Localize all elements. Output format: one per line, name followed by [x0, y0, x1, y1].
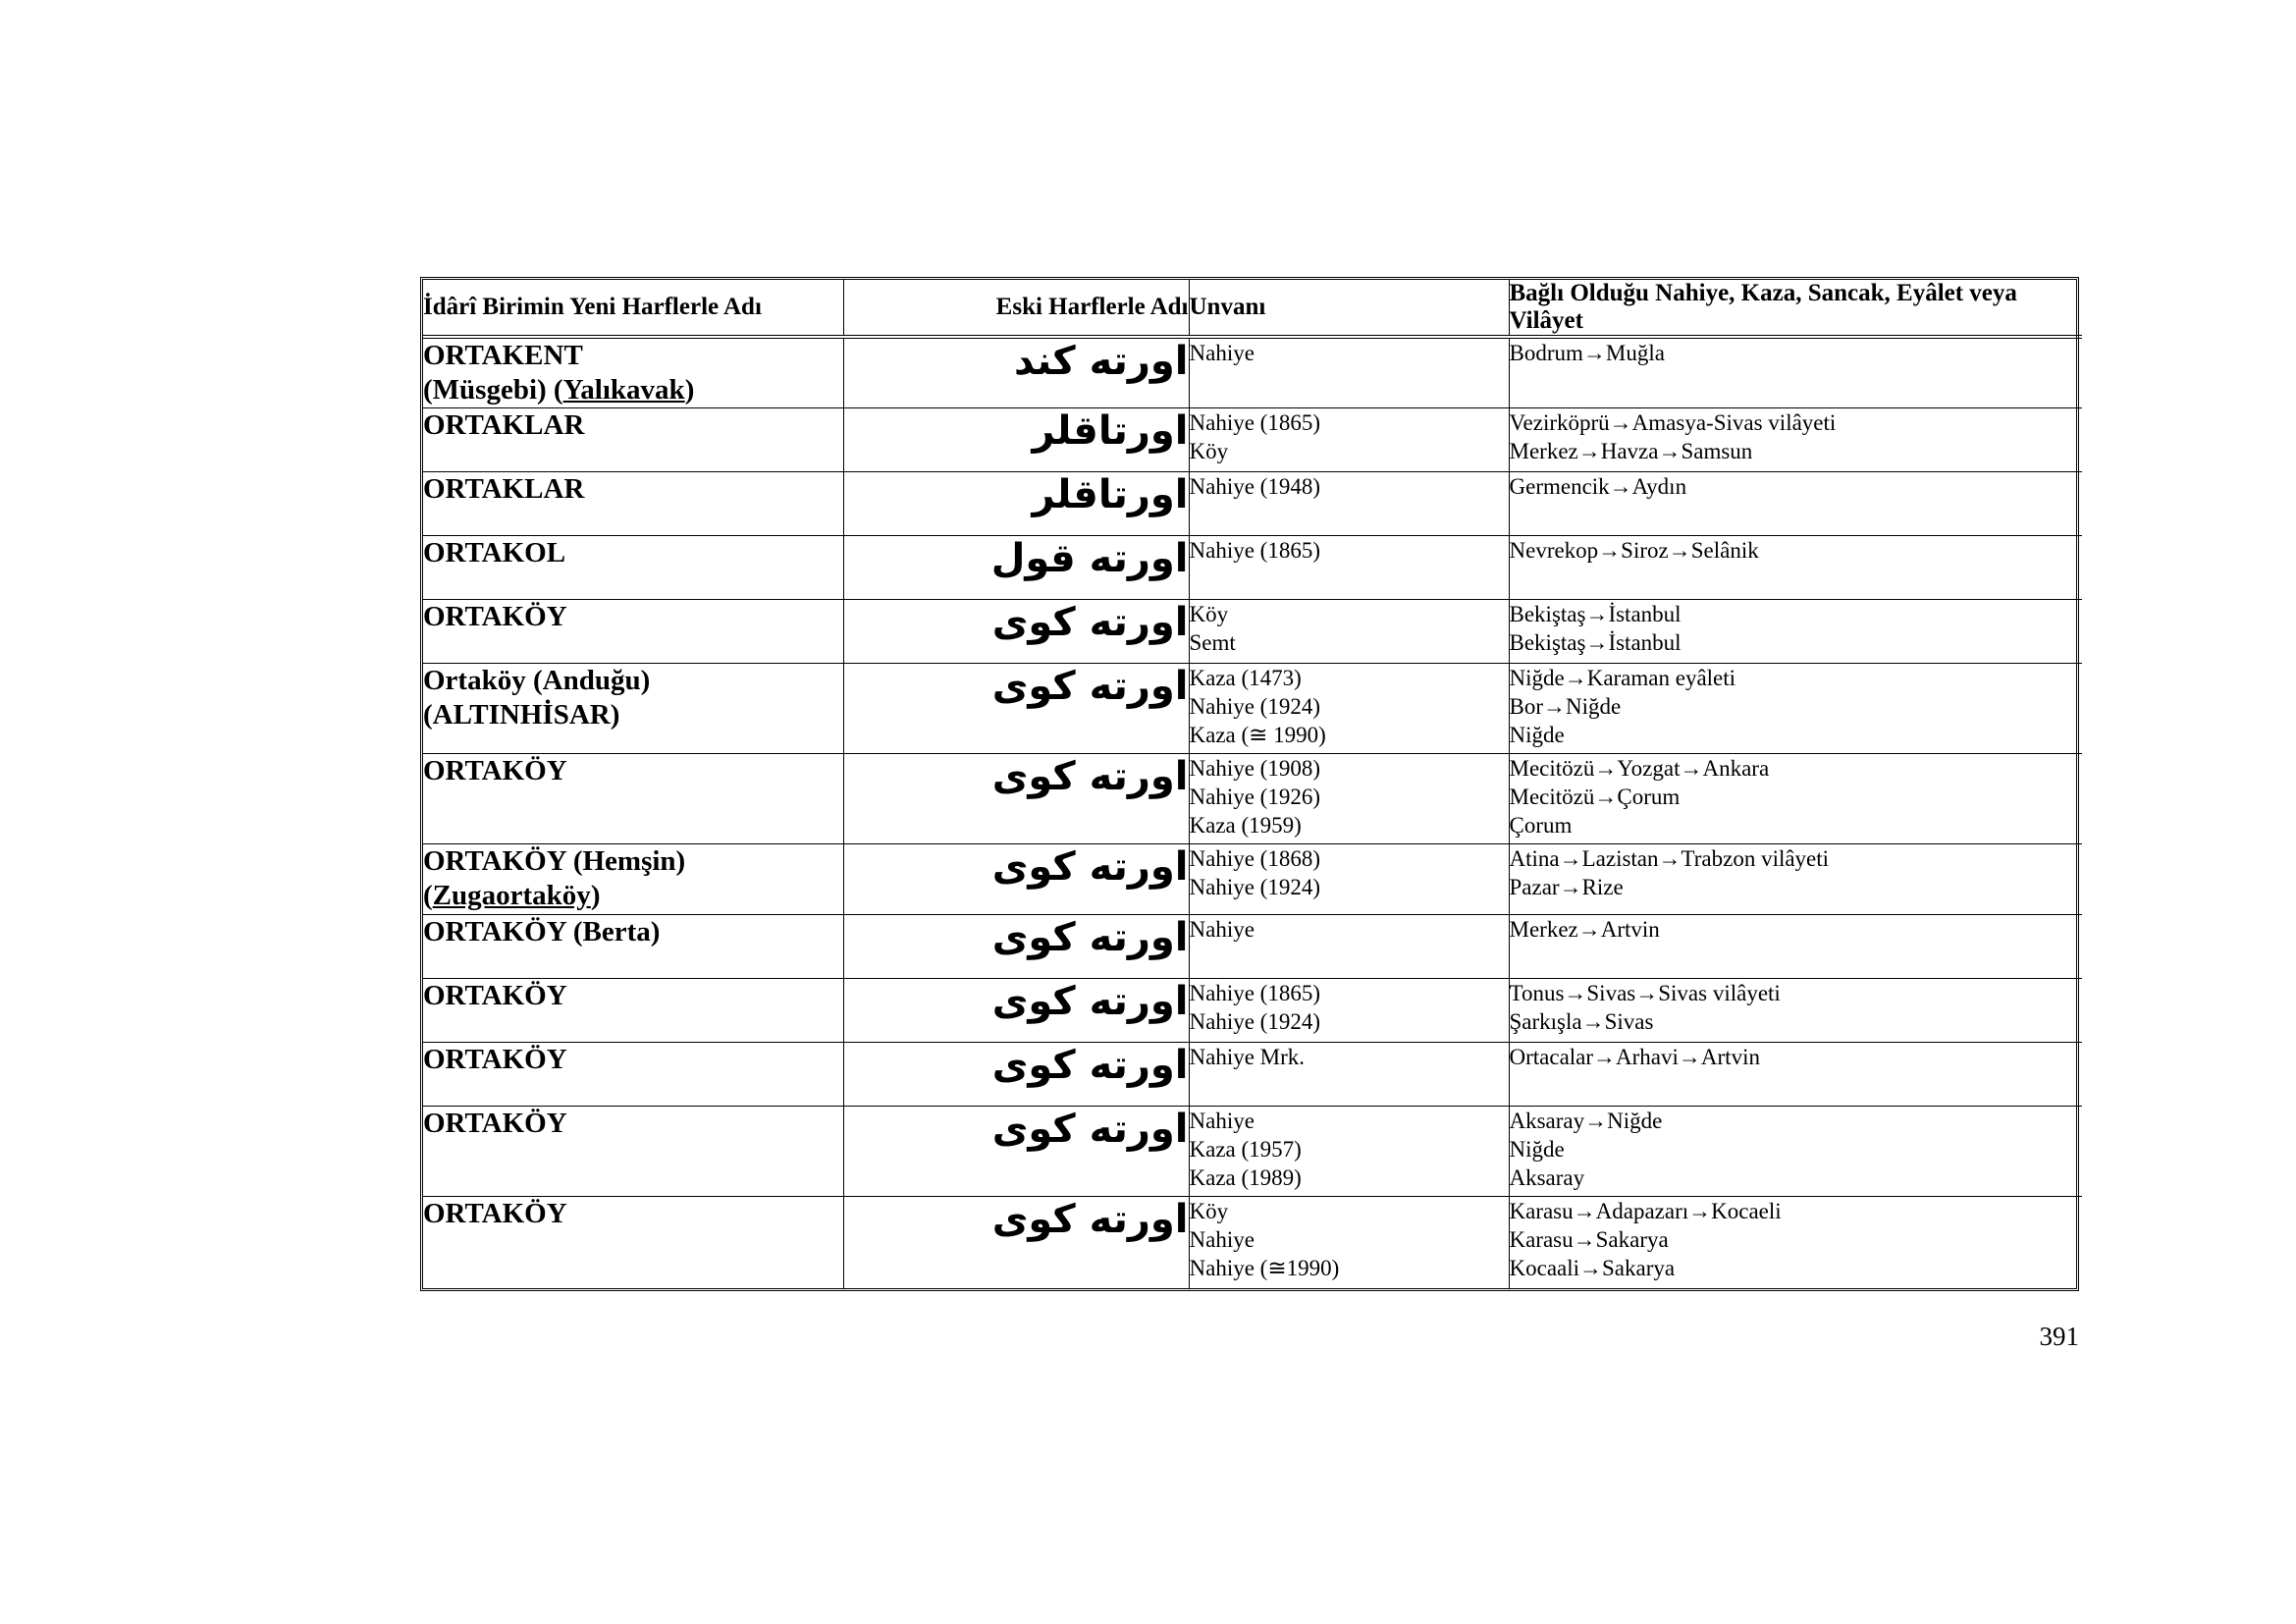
unit-name-cell — [423, 1107, 843, 1197]
table-row — [423, 915, 2082, 979]
administrative-units-table — [423, 280, 2082, 1288]
unit-name-segment: ORTAKOL — [423, 537, 566, 568]
unit-name-line — [423, 339, 843, 373]
unit-title-cell — [1189, 1197, 1509, 1288]
unit-name-cell — [423, 979, 843, 1043]
unit-title-cell — [1189, 754, 1509, 844]
parent-unit-cell — [1509, 979, 2082, 1043]
unit-title-cell — [1189, 408, 1509, 472]
table-row — [423, 337, 2082, 408]
unit-title-line: Köy — [1189, 439, 1229, 463]
table-row — [423, 664, 2082, 754]
ottoman-name-cell: اورته كوى — [843, 915, 1189, 979]
unit-name-segment: ( — [423, 880, 433, 911]
unit-name-line — [423, 979, 843, 1013]
parent-unit-line: Bekiştaş→İstanbul — [1509, 602, 1682, 626]
unit-title-cell — [1189, 915, 1509, 979]
unit-name-cell — [423, 408, 843, 472]
parent-unit-line: Pazar→Rize — [1509, 875, 1624, 899]
unit-name-line — [423, 879, 843, 913]
unit-name-cell — [423, 1197, 843, 1288]
table-row — [423, 408, 2082, 472]
parent-unit-cell — [1509, 844, 2082, 915]
parent-unit-line: Bodrum→Muğla — [1509, 341, 1665, 365]
unit-name-line — [423, 754, 843, 788]
table-row — [423, 600, 2082, 664]
unit-title-cell — [1189, 600, 1509, 664]
table-row — [423, 536, 2082, 600]
unit-name-cell — [423, 337, 843, 408]
parent-unit-line: Germencik→Aydın — [1509, 474, 1687, 499]
unit-name-segment: ORTAKÖY (Berta) — [423, 916, 661, 947]
ottoman-name-cell: اورته قول — [843, 536, 1189, 600]
unit-title-line: Nahiye (1924) — [1189, 694, 1320, 719]
unit-title-line: Nahiye (1924) — [1189, 1009, 1320, 1034]
unit-name-segment: (ALTINHİSAR) — [423, 699, 620, 731]
table-row — [423, 1043, 2082, 1107]
unit-name-segment: Ortaköy (Anduğu) — [423, 665, 651, 696]
unit-title-line: Nahiye — [1189, 1227, 1255, 1252]
gazetteer-table — [420, 277, 2079, 1291]
parent-unit-cell — [1509, 754, 2082, 844]
unit-name-segment: ORTAKENT — [423, 340, 583, 371]
parent-unit-line: Karasu→Adapazarı→Kocaeli — [1509, 1199, 1782, 1223]
unit-title-cell — [1189, 1107, 1509, 1197]
parent-unit-line: Vezirköprü→Amasya-Sivas vilâyeti — [1509, 410, 1837, 435]
table-body — [423, 337, 2082, 1288]
unit-title-cell — [1189, 979, 1509, 1043]
unit-name-segment: ORTAKÖY — [423, 1198, 567, 1229]
table-row — [423, 844, 2082, 915]
ottoman-name-cell: اورته كوى — [843, 1197, 1189, 1288]
unit-name-segment: ) — [684, 374, 695, 406]
parent-unit-line: Şarkışla→Sivas — [1509, 1009, 1654, 1034]
unit-title-line: Köy — [1189, 602, 1229, 626]
unit-title-line: Nahiye (1865) — [1189, 538, 1320, 563]
unit-name-cell — [423, 844, 843, 915]
unit-title-line: Köy — [1189, 1199, 1229, 1223]
unit-name-line — [423, 472, 843, 507]
unit-title-line: Nahiye (1948) — [1189, 474, 1320, 499]
unit-title-line: Nahiye (≅1990) — [1189, 1256, 1340, 1280]
unit-title-line: Kaza (≅ 1990) — [1189, 723, 1326, 747]
unit-title-line: Nahiye — [1189, 917, 1255, 942]
unit-name-line — [423, 408, 843, 443]
unit-name-segment: ORTAKÖY — [423, 755, 567, 786]
unit-name-segment: ORTAKÖY — [423, 1108, 567, 1139]
parent-unit-line: Aksaray — [1509, 1165, 1585, 1190]
parent-unit-cell — [1509, 1197, 2082, 1288]
unit-title-line: Nahiye (1908) — [1189, 756, 1320, 781]
header-title: Unvanı — [1189, 280, 1509, 337]
unit-title-line: Nahiye (1926) — [1189, 785, 1320, 809]
parent-unit-line: Niğde→Karaman eyâleti — [1509, 666, 1736, 690]
unit-name-segment: ORTAKÖY — [423, 601, 567, 632]
unit-title-cell — [1189, 664, 1509, 754]
unit-name-line — [423, 536, 843, 570]
unit-name-line — [423, 1197, 843, 1231]
ottoman-name-cell: اورته كند — [843, 337, 1189, 408]
unit-name-line — [423, 698, 843, 732]
unit-name-segment: (Müsgebi) ( — [423, 374, 563, 406]
header-old-script-name: Eski Harflerle Adı — [843, 280, 1189, 337]
unit-title-line: Kaza (1957) — [1189, 1137, 1302, 1162]
parent-unit-line: Ortacalar→Arhavi→Artvin — [1509, 1045, 1760, 1069]
parent-unit-cell — [1509, 337, 2082, 408]
page-number: 391 — [2039, 1322, 2079, 1351]
unit-title-cell — [1189, 844, 1509, 915]
ottoman-name-cell: اورته كوى — [843, 1107, 1189, 1197]
unit-title-line: Nahiye (1865) — [1189, 981, 1320, 1005]
unit-title-line: Nahiye — [1189, 1109, 1255, 1133]
unit-name-segment: ORTAKÖY — [423, 1044, 567, 1075]
unit-title-cell — [1189, 536, 1509, 600]
header-new-name: İdârî Birimin Yeni Harflerle Adı — [423, 280, 843, 337]
ottoman-name-cell: اورته كوى — [843, 664, 1189, 754]
parent-unit-line: Aksaray→Niğde — [1509, 1109, 1663, 1133]
unit-title-line: Nahiye (1868) — [1189, 846, 1320, 871]
unit-name-segment: ORTAKLAR — [423, 473, 585, 505]
unit-title-cell — [1189, 472, 1509, 536]
unit-name-line — [423, 664, 843, 698]
ottoman-name-cell: اورته كوى — [843, 1043, 1189, 1107]
unit-name-line — [423, 600, 843, 634]
parent-unit-line: Niğde — [1509, 1137, 1565, 1162]
parent-unit-cell — [1509, 1043, 2082, 1107]
unit-name-cell — [423, 600, 843, 664]
parent-unit-cell — [1509, 664, 2082, 754]
unit-name-line — [423, 844, 843, 879]
unit-name-cell — [423, 754, 843, 844]
parent-unit-line: Karasu→Sakarya — [1509, 1227, 1669, 1252]
unit-name-cell — [423, 664, 843, 754]
parent-unit-line: Kocaali→Sakarya — [1509, 1256, 1676, 1280]
unit-name-line — [423, 915, 843, 949]
unit-name-line — [423, 1107, 843, 1141]
unit-name-segment: ORTAKÖY (Hemşin) — [423, 845, 686, 877]
ottoman-name-cell: اورتاقلر — [843, 472, 1189, 536]
ottoman-name-cell: اورته كوى — [843, 600, 1189, 664]
parent-unit-line: Merkez→Havza→Samsun — [1509, 439, 1753, 463]
ottoman-name-cell: اورته كوى — [843, 979, 1189, 1043]
ottoman-name-cell: اورته كوى — [843, 844, 1189, 915]
unit-name-cell — [423, 915, 843, 979]
parent-unit-line: Merkez→Artvin — [1509, 917, 1660, 942]
unit-name-segment: ) — [590, 880, 601, 911]
parent-unit-cell — [1509, 1107, 2082, 1197]
table-row — [423, 979, 2082, 1043]
unit-title-line: Kaza (1989) — [1189, 1165, 1302, 1190]
parent-unit-line: Bekiştaş→İstanbul — [1509, 630, 1682, 655]
parent-unit-line: Atina→Lazistan→Trabzon vilâyeti — [1509, 846, 1830, 871]
ottoman-name-cell: اورتاقلر — [843, 408, 1189, 472]
parent-unit-line: Nevrekop→Siroz→Selânik — [1509, 538, 1759, 563]
unit-title-line: Nahiye (1865) — [1189, 410, 1320, 435]
ottoman-name-cell: اورته كوى — [843, 754, 1189, 844]
parent-unit-cell — [1509, 600, 2082, 664]
unit-name-line — [423, 1043, 843, 1077]
unit-name-cell — [423, 536, 843, 600]
parent-unit-cell — [1509, 915, 2082, 979]
unit-title-line: Nahiye (1924) — [1189, 875, 1320, 899]
header-parent-unit: Bağlı Olduğu Nahiye, Kaza, Sancak, Eyâlet veya Vilâyet — [1509, 280, 2082, 337]
unit-name-cell — [423, 1043, 843, 1107]
unit-name-underlined-segment: Yalıkavak — [562, 374, 685, 406]
parent-unit-line: Bor→Niğde — [1509, 694, 1622, 719]
unit-title-line: Kaza (1959) — [1189, 813, 1302, 838]
parent-unit-cell — [1509, 408, 2082, 472]
unit-name-line — [423, 373, 843, 407]
parent-unit-line: Mecitözü→Çorum — [1509, 785, 1681, 809]
table-row — [423, 1197, 2082, 1288]
unit-name-underlined-segment: Zugaortaköy — [432, 880, 591, 911]
table-header-row — [423, 280, 2082, 337]
unit-name-cell — [423, 472, 843, 536]
parent-unit-line: Çorum — [1509, 813, 1573, 838]
table-row — [423, 754, 2082, 844]
unit-name-segment: ORTAKÖY — [423, 980, 567, 1011]
unit-title-line: Semt — [1189, 630, 1236, 655]
table-row — [423, 1107, 2082, 1197]
unit-title-cell — [1189, 1043, 1509, 1107]
parent-unit-cell — [1509, 536, 2082, 600]
parent-unit-cell — [1509, 472, 2082, 536]
unit-title-line: Nahiye — [1189, 341, 1255, 365]
unit-title-line: Kaza (1473) — [1189, 666, 1302, 690]
unit-title-line: Nahiye Mrk. — [1189, 1045, 1306, 1069]
unit-name-segment: ORTAKLAR — [423, 409, 585, 441]
parent-unit-line: Niğde — [1509, 723, 1565, 747]
unit-title-cell — [1189, 337, 1509, 408]
parent-unit-line: Tonus→Sivas→Sivas vilâyeti — [1509, 981, 1781, 1005]
table-row — [423, 472, 2082, 536]
parent-unit-line: Mecitözü→Yozgat→Ankara — [1509, 756, 1770, 781]
